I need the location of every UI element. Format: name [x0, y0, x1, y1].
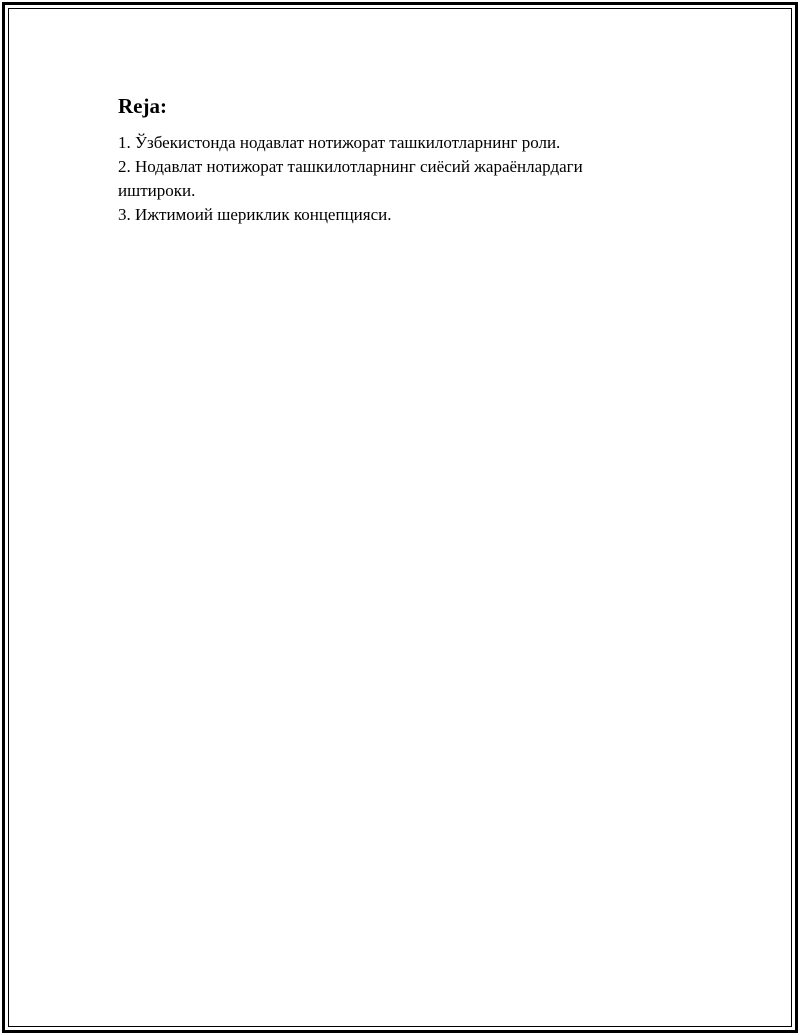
page-content	[118, 93, 638, 227]
plan-list	[118, 131, 638, 227]
plan-item-3: 3. Ижтимоий шериклик концепцияси.	[118, 205, 392, 224]
plan-item-1: 1. Ўзбекистонда нодавлат нотижорат ташкилотларнинг роли.	[118, 133, 561, 152]
plan-item-2: 2. Нодавлат нотижорат ташкилотларнинг сиёсий жараёнлардаги иштироки.	[118, 157, 583, 200]
page-title: Reja:	[118, 94, 167, 118]
